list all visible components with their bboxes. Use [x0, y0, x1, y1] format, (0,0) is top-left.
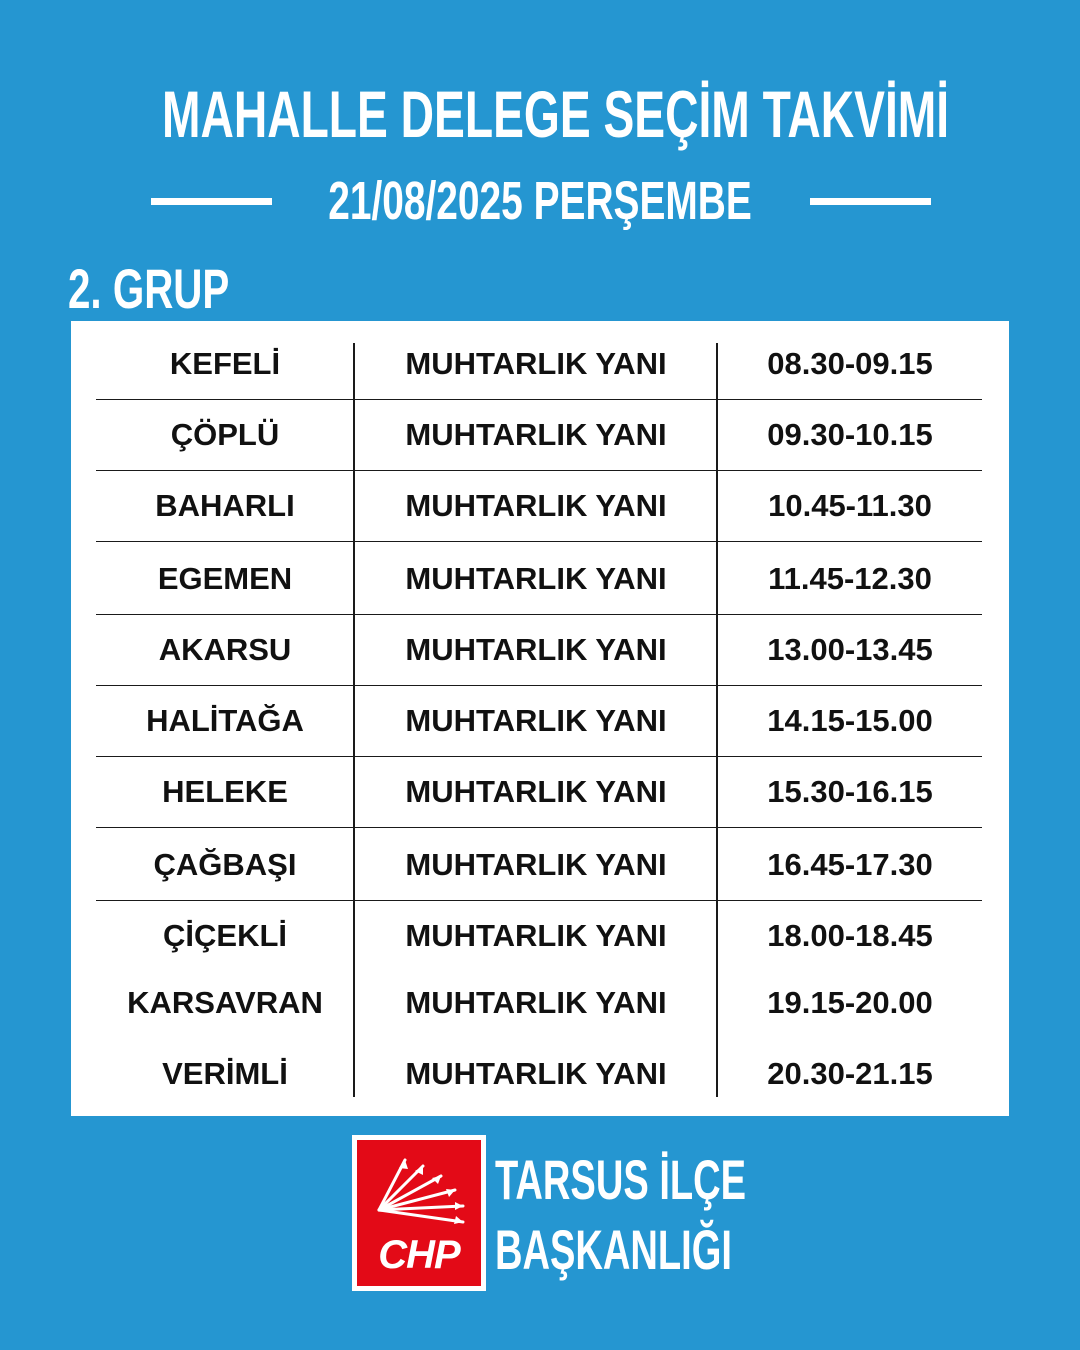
table-row	[96, 544, 982, 615]
time-slot: 14.15-15.00	[767, 703, 933, 738]
org-name-line2: BAŞKANLIĞI	[495, 1218, 732, 1281]
time-slot: 13.00-13.45	[767, 632, 933, 667]
neighborhood-name: VERİMLİ	[162, 1056, 288, 1091]
neighborhood-name: EGEMEN	[157, 561, 293, 596]
event-date: 21/08/2025 PERŞEMBE	[328, 171, 752, 231]
time-slot: 08.30-09.15	[767, 346, 933, 381]
location: MUHTARLIK YANI	[405, 847, 667, 882]
neighborhood-name: ÇÖPLÜ	[170, 417, 280, 452]
location: MUHTARLIK YANI	[405, 703, 667, 738]
neighborhood-name: ÇİÇEKLİ	[163, 918, 287, 953]
date-row	[0, 165, 1080, 237]
location: MUHTARLIK YANI	[405, 632, 667, 667]
table-row	[96, 329, 982, 400]
table-row	[96, 901, 982, 971]
table-row	[96, 830, 982, 901]
table-row	[96, 615, 982, 686]
group-label: 2. GRUP	[68, 257, 230, 320]
neighborhood-name: BAHARLI	[155, 488, 295, 523]
location: MUHTARLIK YANI	[405, 1056, 667, 1091]
neighborhood-name: ÇAĞBAŞI	[153, 847, 297, 882]
table-row	[96, 400, 982, 471]
neighborhood-name: AKARSU	[158, 632, 292, 667]
neighborhood-name: KEFELİ	[169, 346, 281, 381]
time-slot: 09.30-10.15	[767, 417, 933, 452]
logo-red-field	[357, 1140, 481, 1286]
time-slot: 19.15-20.00	[767, 985, 933, 1020]
table-row	[96, 757, 982, 828]
chp-logo	[352, 1135, 486, 1291]
table-row	[96, 471, 982, 542]
neighborhood-name: HALİTAĞA	[146, 703, 304, 738]
neighborhood-name: HELEKE	[162, 774, 288, 809]
location: MUHTARLIK YANI	[405, 561, 667, 596]
neighborhood-name: KARSAVRAN	[127, 985, 323, 1020]
location: MUHTARLIK YANI	[405, 346, 667, 381]
time-slot: 20.30-21.15	[767, 1056, 933, 1091]
time-slot: 15.30-16.15	[767, 774, 933, 809]
location: MUHTARLIK YANI	[405, 488, 667, 523]
location: MUHTARLIK YANI	[405, 774, 667, 809]
location: MUHTARLIK YANI	[405, 985, 667, 1020]
time-slot: 18.00-18.45	[767, 918, 933, 953]
org-name-line1: TARSUS İLÇE	[495, 1148, 747, 1211]
table-row	[96, 968, 982, 1038]
table-row	[96, 1039, 982, 1109]
logo-text: CHP	[378, 1233, 460, 1277]
time-slot: 11.45-12.30	[768, 561, 932, 596]
location: MUHTARLIK YANI	[405, 417, 667, 452]
location: MUHTARLIK YANI	[405, 918, 667, 953]
time-slot: 10.45-11.30	[768, 488, 932, 523]
table-row	[96, 686, 982, 757]
time-slot: 16.45-17.30	[767, 847, 933, 882]
page-title: MAHALLE DELEGE SEÇİM TAKVİMİ	[162, 77, 950, 151]
date-divider-right	[810, 198, 931, 205]
schedule-table	[71, 321, 1009, 1116]
